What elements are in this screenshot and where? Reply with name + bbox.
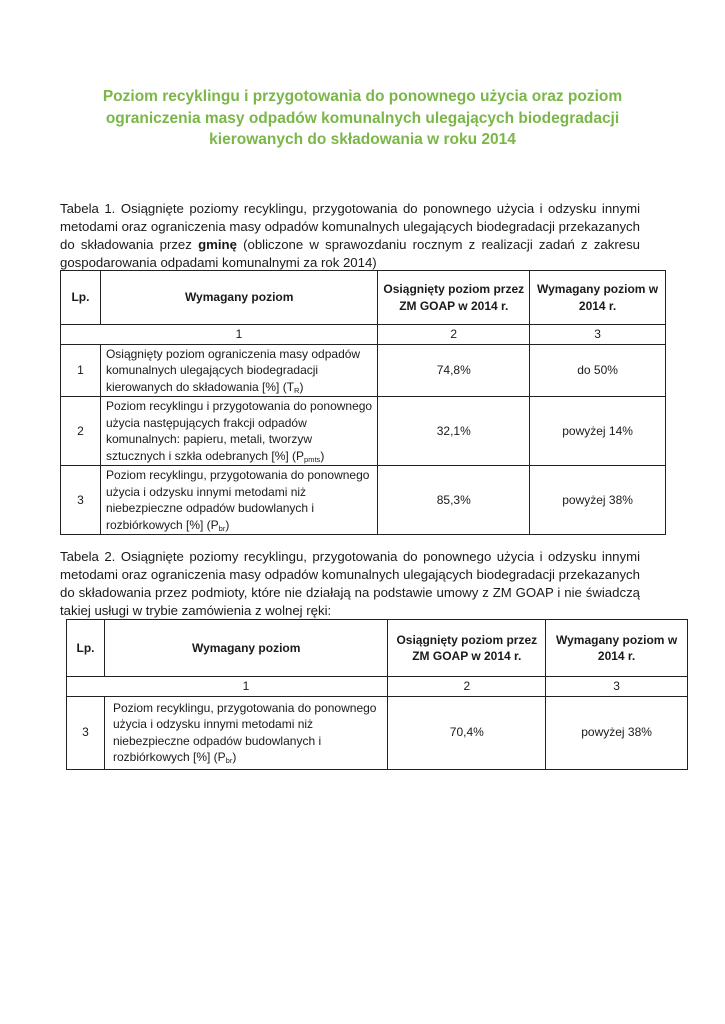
table1-caption-bold: gminę <box>198 237 237 252</box>
row-achieved: 74,8% <box>378 344 530 397</box>
table2-header-level: Wymagany poziom <box>104 620 387 677</box>
table2-caption: Tabela 2. Osiągnięte poziomy recyklingu, przygotowania do ponownego użycia i odzysku innymi metodami oraz ograniczenia masy odpadów komunalnych ulegających biodegradacji przekazanych do składowania przez podmioty, które nie działają na podstawie umowy z ZM GOAP i nie świadczą takiej usługi w trybie zamówienia z wolnej ręki: <box>60 549 640 618</box>
row-required: powyżej 38% <box>530 466 666 535</box>
table-row <box>61 344 666 397</box>
table1-numbering-row <box>61 325 666 345</box>
table2-header-row <box>67 620 688 677</box>
table2-header-achieved: Osiągnięty poziom przez ZM GOAP w 2014 r. <box>388 620 546 677</box>
page-title: Poziom recyklingu i przygotowania do ponownego użycia oraz poziom ograniczenia masy odpadów komunalnych ulegających biodegradacji kierowanych do składowania w roku 2014 <box>102 88 623 148</box>
row-description: Poziom recyklingu, przygotowania do ponownego użycia i odzysku innymi metodami niż niebezpieczne odpadów budowlanych i rozbiórkowych [%] $(P_{br})$ <box>100 466 377 535</box>
table1-header-row <box>61 271 666 325</box>
row-lp: 2 <box>61 397 101 466</box>
table1-header-lp: Lp. <box>61 271 101 325</box>
table-row <box>61 466 666 535</box>
row-lp: 3 <box>67 696 105 769</box>
row-description: Poziom recyklingu i przygotowania do ponownego użycia następujących frakcji odpadów komunalnych: papieru, metali, tworzyw sztucznych i szkła odebranych [%] $(P_{pmts})$ <box>100 397 377 466</box>
row-achieved: 70,4% <box>388 696 546 769</box>
row-achieved: 32,1% <box>378 397 530 466</box>
table2-header-lp: Lp. <box>67 620 105 677</box>
row-required: powyżej 38% <box>546 696 688 769</box>
row-description: Osiągnięty poziom ograniczenia masy odpadów komunalnych ulegających biodegradacji kierowanych do składowania [%] $(T_R)$ <box>100 344 377 397</box>
table1-num-2: 2 <box>378 325 530 345</box>
table2 <box>66 619 688 770</box>
row-lp: 3 <box>61 466 101 535</box>
table2-header-required: Wymagany poziom w 2014 r. <box>546 620 688 677</box>
table1-header-required: Wymagany poziom w 2014 r. <box>530 271 666 325</box>
row-required: powyżej 14% <box>530 397 666 466</box>
table2-num-1: 1 <box>104 677 387 697</box>
table2-num-2: 2 <box>388 677 546 697</box>
table1-caption <box>60 200 640 272</box>
row-description: Poziom recyklingu, przygotowania do ponownego użycia i odzysku innymi metodami niż niebezpieczne odpadów budowlanych i rozbiórkowych [%] $(P_{br})$ <box>104 696 387 769</box>
table1-header-achieved: Osiągnięty poziom przez ZM GOAP w 2014 r. <box>378 271 530 325</box>
table1-caption-rest: (obliczone w sprawozdaniu rocznym z realizacji zadań z zakresu gospodarowania odpadami komunalnymi za rok 2014) <box>60 237 641 270</box>
table1-num-1: 1 <box>100 325 377 345</box>
row-required: do 50% <box>530 344 666 397</box>
table1-num-3: 3 <box>530 325 666 345</box>
table2-num-3: 3 <box>546 677 688 697</box>
row-achieved: 85,3% <box>378 466 530 535</box>
row-lp: 1 <box>61 344 101 397</box>
table1-header-level: Wymagany poziom <box>100 271 377 325</box>
table1 <box>60 270 666 535</box>
table-row <box>67 696 688 769</box>
table1-caption-text: Tabela 1. Osiągnięte poziomy recyklingu, przygotowania do ponownego użycia i odzysku innymi metodami oraz ograniczenia masy odpadów komunalnych ulegających biodegradacji przekazanych do składowania przez <box>60 201 640 252</box>
table-row <box>61 397 666 466</box>
table2-numbering-row <box>67 677 688 697</box>
